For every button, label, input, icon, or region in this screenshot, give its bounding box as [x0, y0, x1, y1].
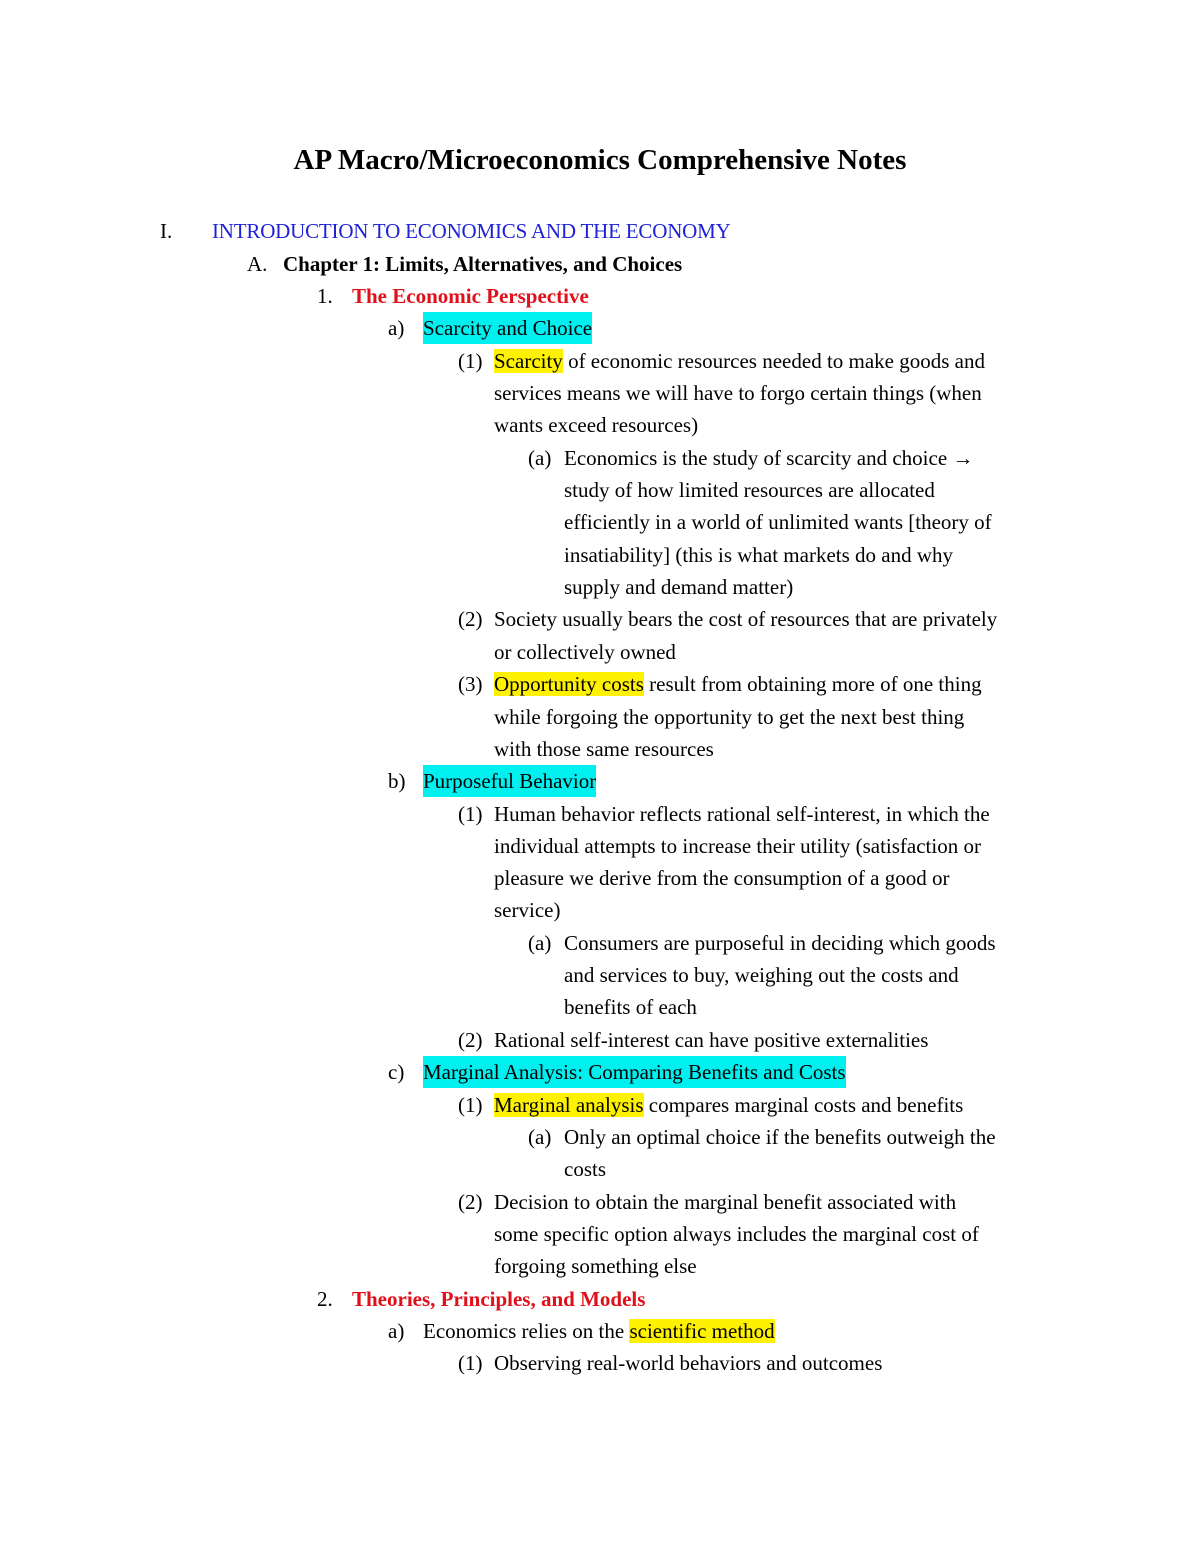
list-item-text: Economics relies on the scientific method: [423, 1319, 775, 1343]
list-item-continuation: insatiability] (this is what markets do and why: [564, 543, 954, 567]
list-item-text: Rational self-interest can have positive externalities: [494, 1028, 929, 1052]
list-item-continuation: wants exceed resources): [494, 413, 699, 437]
list-item-continuation: service): [494, 898, 561, 922]
section-title: INTRODUCTION TO ECONOMICS AND THE ECONOMY: [212, 219, 731, 243]
list-item-continuation: supply and demand matter): [564, 575, 794, 599]
list-item-text: Only an optimal choice if the benefits outweigh the: [564, 1125, 996, 1149]
highlighted-term: scientific method: [629, 1319, 775, 1343]
list-item-text: Opportunity costs result from obtaining more of one thing: [494, 672, 982, 696]
outline-marker: (2): [458, 607, 483, 631]
outline-marker: c): [388, 1060, 405, 1084]
list-item-continuation: costs: [564, 1157, 606, 1181]
outline-marker: b): [388, 769, 406, 793]
list-item-text: Consumers are purposeful in deciding which goods: [564, 931, 996, 955]
list-item-continuation: and services to buy, weighing out the costs and: [564, 963, 959, 987]
outline-marker: (1): [458, 1351, 483, 1375]
outline-marker: (3): [458, 672, 483, 696]
outline-marker: (1): [458, 802, 483, 826]
outline-marker: A.: [247, 252, 268, 276]
list-item-continuation: pleasure we derive from the consumption of a good or: [494, 866, 950, 890]
list-item-continuation: benefits of each: [564, 995, 697, 1019]
highlighted-term: Opportunity costs: [494, 672, 644, 696]
list-item-text: Decision to obtain the marginal benefit associated with: [494, 1190, 957, 1214]
outline-marker: (2): [458, 1190, 483, 1214]
list-item-continuation: some specific option always includes the marginal cost of: [494, 1222, 979, 1246]
document-title: AP Macro/Microeconomics Comprehensive Notes: [293, 144, 907, 176]
outline-marker: (a): [528, 1125, 552, 1149]
outline-marker: (a): [528, 446, 552, 470]
topic-title: Theories, Principles, and Models: [352, 1287, 646, 1311]
outline-marker: (a): [528, 931, 552, 955]
list-item-text: Observing real-world behaviors and outcomes: [494, 1351, 883, 1375]
list-item-continuation: or collectively owned: [494, 640, 676, 664]
outline-marker: 2.: [317, 1287, 333, 1311]
chapter-title: Chapter 1: Limits, Alternatives, and Choices: [283, 252, 683, 276]
outline-marker: (2): [458, 1028, 483, 1052]
list-item-text: Human behavior reflects rational self-interest, in which the: [494, 802, 990, 826]
outline-marker: 1.: [317, 284, 333, 308]
list-item-continuation: forgoing something else: [494, 1254, 697, 1278]
list-item-text: Economics is the study of scarcity and choice →: [564, 446, 974, 470]
outline-marker: (1): [458, 349, 483, 373]
highlighted-term: Marginal analysis: [494, 1093, 644, 1117]
list-item-continuation: individual attempts to increase their utility (satisfaction or: [494, 834, 981, 858]
topic-title: The Economic Perspective: [352, 284, 589, 308]
outline-marker: I.: [160, 219, 173, 243]
list-item-continuation: study of how limited resources are allocated: [564, 478, 935, 502]
outline-marker: a): [388, 316, 405, 340]
list-item-continuation: services means we will have to forgo certain things (when: [494, 381, 982, 405]
list-item-text: Marginal analysis compares marginal costs and benefits: [494, 1093, 964, 1117]
list-item-continuation: while forgoing the opportunity to get the next best thing: [494, 705, 965, 729]
highlighted-term: Scarcity: [494, 349, 563, 373]
outline-marker: a): [388, 1319, 405, 1343]
list-item-text: Scarcity of economic resources needed to make goods and: [494, 349, 985, 373]
list-item-continuation: efficiently in a world of unlimited wants [theory of: [564, 510, 992, 534]
highlighted-heading: Purposeful Behavior: [423, 765, 596, 797]
highlighted-heading: Marginal Analysis: Comparing Benefits and Costs: [423, 1056, 846, 1088]
list-item-continuation: with those same resources: [494, 737, 714, 761]
list-item-text: Society usually bears the cost of resources that are privately: [494, 607, 998, 631]
highlighted-heading: Scarcity and Choice: [423, 312, 592, 344]
outline-marker: (1): [458, 1093, 483, 1117]
